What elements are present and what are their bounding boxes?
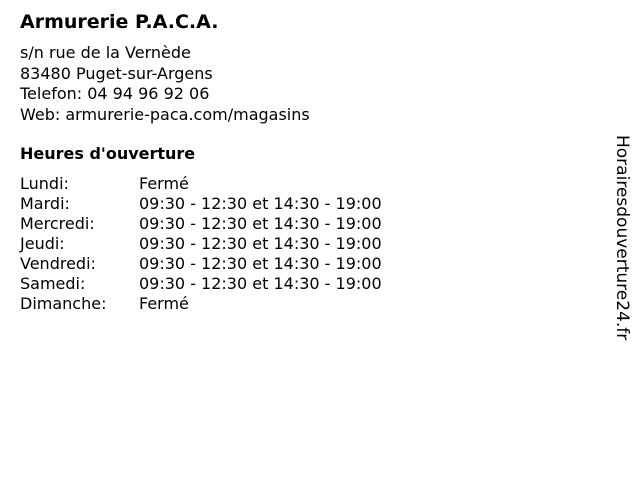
day-hours: 09:30 - 12:30 et 14:30 - 19:00 [139, 234, 382, 253]
address-city: 83480 Puget-sur-Argens [20, 63, 213, 83]
day-hours: Fermé [139, 174, 189, 193]
day-hours: Fermé [139, 294, 189, 313]
day-hours: 09:30 - 12:30 et 14:30 - 19:00 [139, 254, 382, 273]
site-watermark: Horairesdouverture24.fr [612, 135, 632, 341]
day-label: Jeudi: [20, 234, 65, 253]
hours-row-monday [20, 174, 382, 194]
address-block [20, 43, 310, 125]
hours-row-saturday [20, 274, 382, 294]
day-label: Dimanche: [20, 294, 107, 313]
address-street: s/n rue de la Vernède [20, 43, 191, 62]
day-label: Mercredi: [20, 214, 95, 233]
day-label: Mardi: [20, 194, 70, 213]
day-hours: 09:30 - 12:30 et 14:30 - 19:00 [139, 214, 382, 233]
day-label: Lundi: [20, 174, 69, 193]
phone-number: Telefon: 04 94 96 92 06 [20, 84, 210, 103]
day-hours: 09:30 - 12:30 et 14:30 - 19:00 [139, 194, 382, 213]
hours-row-wednesday [20, 214, 382, 234]
hours-row-tuesday [20, 194, 382, 214]
hours-row-thursday [20, 234, 382, 254]
opening-hours-table [20, 174, 382, 314]
hours-row-friday [20, 254, 382, 274]
day-label: Vendredi: [20, 254, 96, 273]
day-label: Samedi: [20, 274, 86, 293]
website: Web: armurerie-paca.com/magasins [20, 104, 310, 124]
store-name: Armurerie P.A.C.A. [20, 11, 219, 33]
hours-row-sunday [20, 294, 382, 314]
day-hours: 09:30 - 12:30 et 14:30 - 19:00 [139, 274, 382, 293]
opening-hours-heading: Heures d'ouverture [20, 144, 196, 163]
